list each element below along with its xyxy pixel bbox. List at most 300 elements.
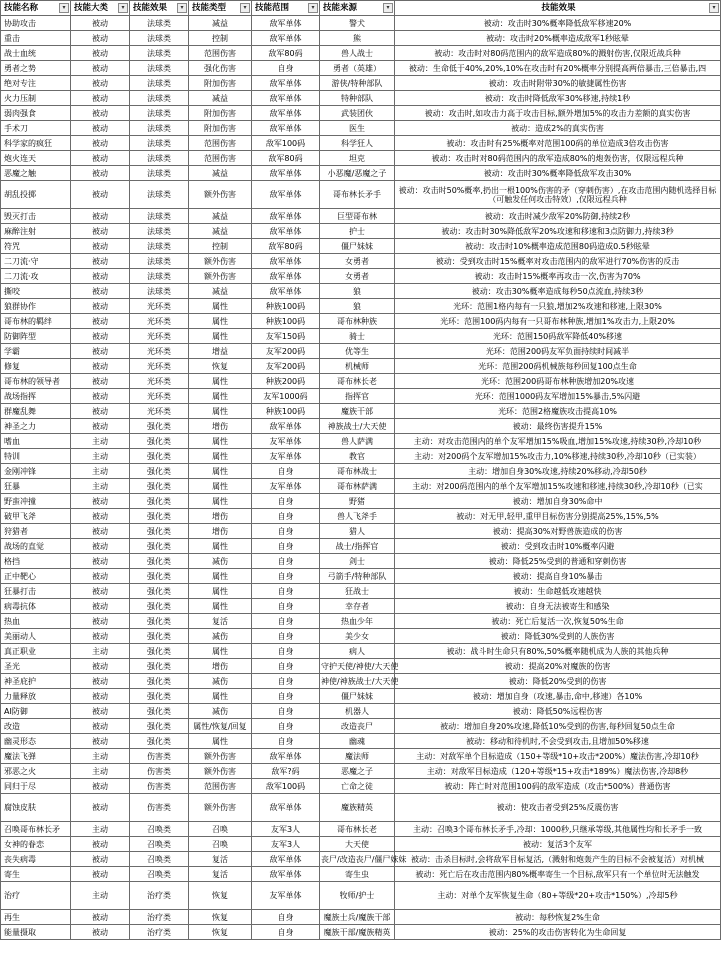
- effect-cell[interactable]: 被动：攻击时,如攻击力高于攻击目标,额外增加5%的攻击力差额的真实伤害: [395, 106, 721, 121]
- type-cell[interactable]: 属性/恢复/回复: [189, 719, 252, 734]
- skill-name-cell[interactable]: 二刀流·攻: [1, 269, 71, 284]
- effect-cell[interactable]: 被动：复活3个友军: [395, 837, 721, 852]
- effect-class-cell[interactable]: 法球类: [130, 239, 189, 254]
- type-cell[interactable]: 复活: [189, 614, 252, 629]
- category-cell[interactable]: 被动: [71, 674, 130, 689]
- skill-name-cell[interactable]: 战场的直觉: [1, 539, 71, 554]
- type-cell[interactable]: 恢复: [189, 359, 252, 374]
- filter-dropdown-icon[interactable]: ▾: [118, 3, 128, 13]
- category-cell[interactable]: 被动: [71, 659, 130, 674]
- effect-class-cell[interactable]: 伤害类: [130, 764, 189, 779]
- source-cell[interactable]: 骑士: [320, 329, 395, 344]
- effect-cell[interactable]: 被动：攻击时附带30%的敏捷属性伤害: [395, 76, 721, 91]
- source-cell[interactable]: 神族战士/大天使: [320, 419, 395, 434]
- filter-dropdown-icon[interactable]: ▾: [308, 3, 318, 13]
- type-cell[interactable]: 属性: [189, 374, 252, 389]
- type-cell[interactable]: 属性: [189, 734, 252, 749]
- range-cell[interactable]: 友军200码: [252, 344, 320, 359]
- effect-class-cell[interactable]: 光环类: [130, 374, 189, 389]
- category-cell[interactable]: 被动: [71, 254, 130, 269]
- category-cell[interactable]: 主动: [71, 822, 130, 837]
- source-cell[interactable]: 兽人战士: [320, 46, 395, 61]
- effect-cell[interactable]: 被动：25%的攻击伤害转化为生命回复: [395, 925, 721, 940]
- effect-class-cell[interactable]: 法球类: [130, 121, 189, 136]
- source-cell[interactable]: 剑士: [320, 554, 395, 569]
- skill-name-cell[interactable]: 胡乱投掷: [1, 181, 71, 209]
- category-cell[interactable]: 被动: [71, 554, 130, 569]
- skill-name-cell[interactable]: 战场指挥: [1, 389, 71, 404]
- range-cell[interactable]: 自身: [252, 584, 320, 599]
- type-cell[interactable]: 减伤: [189, 704, 252, 719]
- source-cell[interactable]: 牧师/护士: [320, 882, 395, 910]
- skill-name-cell[interactable]: 麻醉注射: [1, 224, 71, 239]
- type-cell[interactable]: 属性: [189, 389, 252, 404]
- skill-name-cell[interactable]: AI防御: [1, 704, 71, 719]
- category-cell[interactable]: 被动: [71, 689, 130, 704]
- category-cell[interactable]: 被动: [71, 359, 130, 374]
- skill-name-cell[interactable]: 战士血统: [1, 46, 71, 61]
- category-cell[interactable]: 被动: [71, 419, 130, 434]
- category-cell[interactable]: 主动: [71, 479, 130, 494]
- effect-cell[interactable]: 主动：增加自身30%攻速,持续20%移动,冷却50秒: [395, 464, 721, 479]
- type-cell[interactable]: 额外伤害: [189, 254, 252, 269]
- source-cell[interactable]: 守护天使/神使/大天使: [320, 659, 395, 674]
- effect-class-cell[interactable]: 强化类: [130, 644, 189, 659]
- effect-cell[interactable]: 被动：提高20%对魔族的伤害: [395, 659, 721, 674]
- range-cell[interactable]: 敌军单体: [252, 749, 320, 764]
- type-cell[interactable]: 额外伤害: [189, 269, 252, 284]
- skill-name-cell[interactable]: 手术刀: [1, 121, 71, 136]
- effect-cell[interactable]: 光环：范围200码哥布林种族增加20%攻速: [395, 374, 721, 389]
- effect-cell[interactable]: 被动：增加自身30%命中: [395, 494, 721, 509]
- category-cell[interactable]: 被动: [71, 539, 130, 554]
- effect-cell[interactable]: 被动：攻击时减少敌军20%防御,持续2秒: [395, 209, 721, 224]
- range-cell[interactable]: 敌军80码: [252, 46, 320, 61]
- effect-cell[interactable]: 被动：死亡后在攻击范围内80%概率寄生一个目标,敌军只有一个单位时无法触发: [395, 867, 721, 882]
- category-cell[interactable]: 被动: [71, 837, 130, 852]
- range-cell[interactable]: 敌军单体: [252, 121, 320, 136]
- range-cell[interactable]: 自身: [252, 629, 320, 644]
- effect-class-cell[interactable]: 召唤类: [130, 867, 189, 882]
- range-cell[interactable]: 自身: [252, 659, 320, 674]
- effect-cell[interactable]: 被动：攻击时对80码范围内的敌军造成80%的炮轰伤害，仅限远程兵种: [395, 151, 721, 166]
- category-cell[interactable]: 被动: [71, 284, 130, 299]
- source-cell[interactable]: 病人: [320, 644, 395, 659]
- effect-class-cell[interactable]: 治疗类: [130, 882, 189, 910]
- effect-cell[interactable]: 被动：阵亡时对范围100码的敌军造成（攻击*500%）普通伤害: [395, 779, 721, 794]
- source-cell[interactable]: 狼: [320, 284, 395, 299]
- skill-name-cell[interactable]: 召唤哥布林长矛: [1, 822, 71, 837]
- type-cell[interactable]: 范围伤害: [189, 779, 252, 794]
- header-skill-type[interactable]: 技能类型 ▾: [189, 1, 252, 16]
- effect-class-cell[interactable]: 强化类: [130, 479, 189, 494]
- range-cell[interactable]: 自身: [252, 614, 320, 629]
- type-cell[interactable]: 属性: [189, 689, 252, 704]
- source-cell[interactable]: 狼: [320, 299, 395, 314]
- category-cell[interactable]: 主动: [71, 434, 130, 449]
- effect-class-cell[interactable]: 强化类: [130, 449, 189, 464]
- effect-class-cell[interactable]: 法球类: [130, 254, 189, 269]
- type-cell[interactable]: 召唤: [189, 822, 252, 837]
- effect-cell[interactable]: 被动：死亡后复活一次,恢复50%生命: [395, 614, 721, 629]
- skill-name-cell[interactable]: 治疗: [1, 882, 71, 910]
- effect-cell[interactable]: 被动：生命低于40%,20%,10%在攻击时有20%概率分别提高两倍暴击,三倍暴击,四: [395, 61, 721, 76]
- source-cell[interactable]: 幸存者: [320, 599, 395, 614]
- filter-dropdown-icon[interactable]: ▾: [709, 3, 719, 13]
- skill-name-cell[interactable]: 金刚冲锋: [1, 464, 71, 479]
- skill-name-cell[interactable]: 腐蚀皮肤: [1, 794, 71, 822]
- skill-name-cell[interactable]: 学霸: [1, 344, 71, 359]
- effect-cell[interactable]: 主动：对敌军单个目标造成（150+等级*10+攻击*200%）魔法伤害,冷却10秒: [395, 749, 721, 764]
- effect-cell[interactable]: 被动：战斗时生命只有80%,50%概率随机成为人族的其他兵种: [395, 644, 721, 659]
- effect-cell[interactable]: 主动：召唤3个哥布林长矛手,冷却：1000秒,只继承等级,其他属性均和长矛手一致: [395, 822, 721, 837]
- range-cell[interactable]: 敌军单体: [252, 254, 320, 269]
- effect-cell[interactable]: 被动：受到攻击时15%概率对攻击范围内的敌军进行70%伤害的反击: [395, 254, 721, 269]
- effect-class-cell[interactable]: 法球类: [130, 181, 189, 209]
- skill-name-cell[interactable]: 神圣之力: [1, 419, 71, 434]
- skill-name-cell[interactable]: 美丽动人: [1, 629, 71, 644]
- type-cell[interactable]: 额外伤害: [189, 794, 252, 822]
- range-cell[interactable]: 敌军单体: [252, 852, 320, 867]
- skill-name-cell[interactable]: 狼群协作: [1, 299, 71, 314]
- effect-cell[interactable]: 被动：攻击时50%概率,扔出一根100%伤害的矛（穿刺伤害）,在攻击范围内随机选择目标（可触发任何攻击特效）,仅限远程兵种: [395, 181, 721, 209]
- category-cell[interactable]: 被动: [71, 852, 130, 867]
- header-skill-range[interactable]: 技能范围 ▾: [252, 1, 320, 16]
- skill-name-cell[interactable]: 哥布林的羁绊: [1, 314, 71, 329]
- category-cell[interactable]: 被动: [71, 569, 130, 584]
- type-cell[interactable]: 附加伤害: [189, 106, 252, 121]
- header-skill-name[interactable]: 技能名称 ▾: [1, 1, 71, 16]
- effect-class-cell[interactable]: 光环类: [130, 404, 189, 419]
- skill-name-cell[interactable]: 科学家的疯狂: [1, 136, 71, 151]
- type-cell[interactable]: 复活: [189, 852, 252, 867]
- effect-class-cell[interactable]: 法球类: [130, 136, 189, 151]
- source-cell[interactable]: 弓箭手/特种部队: [320, 569, 395, 584]
- range-cell[interactable]: 敌军单体: [252, 209, 320, 224]
- range-cell[interactable]: 友军单体: [252, 479, 320, 494]
- type-cell[interactable]: 属性: [189, 539, 252, 554]
- skill-name-cell[interactable]: 真正职业: [1, 644, 71, 659]
- effect-cell[interactable]: 被动：攻击时有25%概率对范围100码的单位造成3倍攻击伤害: [395, 136, 721, 151]
- category-cell[interactable]: 被动: [71, 599, 130, 614]
- range-cell[interactable]: 敌军单体: [252, 867, 320, 882]
- type-cell[interactable]: 范围伤害: [189, 151, 252, 166]
- source-cell[interactable]: 狂战士: [320, 584, 395, 599]
- skill-name-cell[interactable]: 防御阵型: [1, 329, 71, 344]
- effect-class-cell[interactable]: 法球类: [130, 269, 189, 284]
- source-cell[interactable]: 幽魂: [320, 734, 395, 749]
- effect-class-cell[interactable]: 强化类: [130, 704, 189, 719]
- effect-class-cell[interactable]: 强化类: [130, 569, 189, 584]
- source-cell[interactable]: 哥布林萨满: [320, 479, 395, 494]
- header-skill-category[interactable]: 技能大类 ▾: [71, 1, 130, 16]
- range-cell[interactable]: 敌军单体: [252, 794, 320, 822]
- range-cell[interactable]: 友军3人: [252, 822, 320, 837]
- source-cell[interactable]: 魔族干部: [320, 404, 395, 419]
- source-cell[interactable]: 僵尸妹妹: [320, 689, 395, 704]
- effect-cell[interactable]: 光环：范围100码内每有一只哥布林种族,增加1%攻击力,上限20%: [395, 314, 721, 329]
- category-cell[interactable]: 被动: [71, 121, 130, 136]
- effect-cell[interactable]: 光环：范围200码机械族每秒回复100点生命: [395, 359, 721, 374]
- source-cell[interactable]: 女勇者: [320, 269, 395, 284]
- source-cell[interactable]: 丧尸/改造丧尸/僵尸妹妹: [320, 852, 395, 867]
- category-cell[interactable]: 主动: [71, 449, 130, 464]
- range-cell[interactable]: 敌军100码: [252, 779, 320, 794]
- range-cell[interactable]: 种族100码: [252, 299, 320, 314]
- effect-class-cell[interactable]: 光环类: [130, 359, 189, 374]
- category-cell[interactable]: 被动: [71, 779, 130, 794]
- effect-cell[interactable]: 被动：最终伤害提升15%: [395, 419, 721, 434]
- effect-cell[interactable]: 光环：范围1格内每有一只狼,增加2%攻速和移速,上限30%: [395, 299, 721, 314]
- effect-class-cell[interactable]: 法球类: [130, 46, 189, 61]
- source-cell[interactable]: 魔族士兵/魔族干部: [320, 910, 395, 925]
- effect-class-cell[interactable]: 强化类: [130, 599, 189, 614]
- skill-name-cell[interactable]: 哥布林的领导者: [1, 374, 71, 389]
- range-cell[interactable]: 自身: [252, 524, 320, 539]
- source-cell[interactable]: 哥布林种族: [320, 314, 395, 329]
- category-cell[interactable]: 被动: [71, 524, 130, 539]
- skill-name-cell[interactable]: 修复: [1, 359, 71, 374]
- skill-name-cell[interactable]: 正中靶心: [1, 569, 71, 584]
- range-cell[interactable]: 敌军单体: [252, 16, 320, 31]
- effect-class-cell[interactable]: 法球类: [130, 61, 189, 76]
- range-cell[interactable]: 敌军80码: [252, 239, 320, 254]
- type-cell[interactable]: 恢复: [189, 910, 252, 925]
- type-cell[interactable]: 增益: [189, 344, 252, 359]
- effect-class-cell[interactable]: 治疗类: [130, 925, 189, 940]
- header-skill-effect[interactable]: 技能效果 ▾: [395, 1, 721, 16]
- type-cell[interactable]: 增伤: [189, 659, 252, 674]
- category-cell[interactable]: 被动: [71, 734, 130, 749]
- effect-cell[interactable]: 光环：范围1000码友军增加15%暴击,5%闪避: [395, 389, 721, 404]
- type-cell[interactable]: 额外伤害: [189, 749, 252, 764]
- category-cell[interactable]: 主动: [71, 464, 130, 479]
- category-cell[interactable]: 被动: [71, 136, 130, 151]
- effect-cell[interactable]: 被动：增加自身（攻速,暴击,命中,移速）各10%: [395, 689, 721, 704]
- type-cell[interactable]: 属性: [189, 569, 252, 584]
- source-cell[interactable]: 兽人萨满: [320, 434, 395, 449]
- type-cell[interactable]: 属性: [189, 434, 252, 449]
- category-cell[interactable]: 被动: [71, 209, 130, 224]
- type-cell[interactable]: 召唤: [189, 837, 252, 852]
- effect-class-cell[interactable]: 光环类: [130, 314, 189, 329]
- range-cell[interactable]: 敌军单体: [252, 284, 320, 299]
- source-cell[interactable]: 哥布林长老: [320, 374, 395, 389]
- effect-cell[interactable]: 被动：攻击时30%概率降低敌军移速20%: [395, 16, 721, 31]
- range-cell[interactable]: 友军1000码: [252, 389, 320, 404]
- range-cell[interactable]: 自身: [252, 734, 320, 749]
- range-cell[interactable]: 自身: [252, 599, 320, 614]
- range-cell[interactable]: 种族200码: [252, 374, 320, 389]
- category-cell[interactable]: 被动: [71, 614, 130, 629]
- source-cell[interactable]: 大天使: [320, 837, 395, 852]
- category-cell[interactable]: 被动: [71, 106, 130, 121]
- skill-name-cell[interactable]: 格挡: [1, 554, 71, 569]
- type-cell[interactable]: 恢复: [189, 882, 252, 910]
- skill-name-cell[interactable]: 幽灵形态: [1, 734, 71, 749]
- skill-name-cell[interactable]: 野蛮冲撞: [1, 494, 71, 509]
- range-cell[interactable]: 敌军单体: [252, 76, 320, 91]
- source-cell[interactable]: 优等生: [320, 344, 395, 359]
- effect-class-cell[interactable]: 强化类: [130, 509, 189, 524]
- type-cell[interactable]: 增伤: [189, 524, 252, 539]
- skill-name-cell[interactable]: 二刀流·守: [1, 254, 71, 269]
- skill-name-cell[interactable]: 丧失病毒: [1, 852, 71, 867]
- effect-class-cell[interactable]: 强化类: [130, 689, 189, 704]
- effect-class-cell[interactable]: 法球类: [130, 151, 189, 166]
- category-cell[interactable]: 被动: [71, 584, 130, 599]
- effect-cell[interactable]: 主动：对攻击范围内的单个友军增加15%吸血,增加15%攻速,持续30秒,冷却10秒: [395, 434, 721, 449]
- category-cell[interactable]: 主动: [71, 644, 130, 659]
- effect-class-cell[interactable]: 强化类: [130, 659, 189, 674]
- type-cell[interactable]: 减伤: [189, 629, 252, 644]
- type-cell[interactable]: 属性: [189, 329, 252, 344]
- skill-name-cell[interactable]: 嗜血: [1, 434, 71, 449]
- type-cell[interactable]: 控制: [189, 31, 252, 46]
- source-cell[interactable]: 教官: [320, 449, 395, 464]
- type-cell[interactable]: 属性: [189, 599, 252, 614]
- effect-class-cell[interactable]: 法球类: [130, 16, 189, 31]
- skill-name-cell[interactable]: 符咒: [1, 239, 71, 254]
- source-cell[interactable]: 哥布林战士: [320, 464, 395, 479]
- source-cell[interactable]: 热血少年: [320, 614, 395, 629]
- range-cell[interactable]: 自身: [252, 674, 320, 689]
- category-cell[interactable]: 被动: [71, 794, 130, 822]
- range-cell[interactable]: 自身: [252, 910, 320, 925]
- effect-cell[interactable]: 被动：对无甲,轻甲,重甲目标伤害分别提高25%,15%,5%: [395, 509, 721, 524]
- source-cell[interactable]: 战士/指挥官: [320, 539, 395, 554]
- range-cell[interactable]: 自身: [252, 464, 320, 479]
- filter-dropdown-icon[interactable]: ▾: [240, 3, 250, 13]
- source-cell[interactable]: 女勇者: [320, 254, 395, 269]
- category-cell[interactable]: 被动: [71, 404, 130, 419]
- source-cell[interactable]: 机械师: [320, 359, 395, 374]
- skill-name-cell[interactable]: 勇者之势: [1, 61, 71, 76]
- effect-class-cell[interactable]: 强化类: [130, 434, 189, 449]
- header-skill-effect-class[interactable]: 技能效果 ▾: [130, 1, 189, 16]
- effect-cell[interactable]: 被动：降低20%受到的伤害: [395, 674, 721, 689]
- range-cell[interactable]: 敌军100码: [252, 136, 320, 151]
- type-cell[interactable]: 附加伤害: [189, 76, 252, 91]
- type-cell[interactable]: 附加伤害: [189, 121, 252, 136]
- category-cell[interactable]: 被动: [71, 910, 130, 925]
- effect-cell[interactable]: 被动：提高自身10%暴击: [395, 569, 721, 584]
- category-cell[interactable]: 被动: [71, 374, 130, 389]
- range-cell[interactable]: 自身: [252, 925, 320, 940]
- range-cell[interactable]: 自身: [252, 689, 320, 704]
- type-cell[interactable]: 范围伤害: [189, 46, 252, 61]
- source-cell[interactable]: 警犬: [320, 16, 395, 31]
- category-cell[interactable]: 主动: [71, 764, 130, 779]
- type-cell[interactable]: 额外伤害: [189, 181, 252, 209]
- type-cell[interactable]: 增伤: [189, 419, 252, 434]
- skill-name-cell[interactable]: 毁灭打击: [1, 209, 71, 224]
- range-cell[interactable]: 自身: [252, 539, 320, 554]
- effect-cell[interactable]: 光环：范围2格魔族攻击提高10%: [395, 404, 721, 419]
- skill-name-cell[interactable]: 特训: [1, 449, 71, 464]
- effect-class-cell[interactable]: 法球类: [130, 91, 189, 106]
- skill-name-cell[interactable]: 热血: [1, 614, 71, 629]
- type-cell[interactable]: 减伤: [189, 554, 252, 569]
- category-cell[interactable]: 被动: [71, 867, 130, 882]
- range-cell[interactable]: 自身: [252, 704, 320, 719]
- source-cell[interactable]: 医生: [320, 121, 395, 136]
- type-cell[interactable]: 减益: [189, 284, 252, 299]
- skill-name-cell[interactable]: 邪恶之火: [1, 764, 71, 779]
- skill-name-cell[interactable]: 圣光: [1, 659, 71, 674]
- range-cell[interactable]: 敌军单体: [252, 91, 320, 106]
- effect-cell[interactable]: 被动：击杀目标时,会将敌军目标复活,（溅射和炮轰产生的目标不会被复活）对机械: [395, 852, 721, 867]
- effect-cell[interactable]: 光环：范围200码友军负面持续时间减半: [395, 344, 721, 359]
- source-cell[interactable]: 兽人飞斧手: [320, 509, 395, 524]
- source-cell[interactable]: 勇者（英雄）: [320, 61, 395, 76]
- category-cell[interactable]: 主动: [71, 749, 130, 764]
- filter-dropdown-icon[interactable]: ▾: [177, 3, 187, 13]
- effect-cell[interactable]: 被动：攻击时15%概率再攻击一次,伤害为70%: [395, 269, 721, 284]
- skill-name-cell[interactable]: 炮火连天: [1, 151, 71, 166]
- effect-class-cell[interactable]: 治疗类: [130, 910, 189, 925]
- effect-class-cell[interactable]: 法球类: [130, 166, 189, 181]
- skill-name-cell[interactable]: 力量释放: [1, 689, 71, 704]
- effect-cell[interactable]: 被动：使攻击者受到25%反震伤害: [395, 794, 721, 822]
- effect-cell[interactable]: 被动：降低50%远程伤害: [395, 704, 721, 719]
- skill-name-cell[interactable]: 改造: [1, 719, 71, 734]
- category-cell[interactable]: 被动: [71, 509, 130, 524]
- category-cell[interactable]: 被动: [71, 239, 130, 254]
- source-cell[interactable]: 游侠/特种部队: [320, 76, 395, 91]
- effect-cell[interactable]: 主动：对200码个友军增加15%攻击力,10%移速,持续30秒,冷却10秒（已实装）: [395, 449, 721, 464]
- effect-class-cell[interactable]: 强化类: [130, 719, 189, 734]
- type-cell[interactable]: 减益: [189, 209, 252, 224]
- source-cell[interactable]: 猎人: [320, 524, 395, 539]
- effect-class-cell[interactable]: 强化类: [130, 674, 189, 689]
- effect-cell[interactable]: 被动：攻击时30%降低敌军20%攻速和移速和3点防御力,持续3秒: [395, 224, 721, 239]
- source-cell[interactable]: 哥布林长矛手: [320, 181, 395, 209]
- type-cell[interactable]: 增伤: [189, 509, 252, 524]
- source-cell[interactable]: 特种部队: [320, 91, 395, 106]
- skill-name-cell[interactable]: 寄生: [1, 867, 71, 882]
- source-cell[interactable]: 恶魔之子: [320, 764, 395, 779]
- category-cell[interactable]: 被动: [71, 46, 130, 61]
- source-cell[interactable]: 小恶魔/恶魔之子: [320, 166, 395, 181]
- effect-class-cell[interactable]: 伤害类: [130, 749, 189, 764]
- range-cell[interactable]: 自身: [252, 494, 320, 509]
- effect-class-cell[interactable]: 强化类: [130, 554, 189, 569]
- skill-name-cell[interactable]: 弱肉强食: [1, 106, 71, 121]
- type-cell[interactable]: 属性: [189, 479, 252, 494]
- skill-name-cell[interactable]: 神圣庇护: [1, 674, 71, 689]
- category-cell[interactable]: 被动: [71, 344, 130, 359]
- range-cell[interactable]: 敌军单体: [252, 419, 320, 434]
- category-cell[interactable]: 被动: [71, 61, 130, 76]
- source-cell[interactable]: 熊: [320, 31, 395, 46]
- type-cell[interactable]: 减益: [189, 16, 252, 31]
- effect-cell[interactable]: 被动：增加自身20%攻速,降低10%受到的伤害,每秒回复50点生命: [395, 719, 721, 734]
- skill-name-cell[interactable]: 撕咬: [1, 284, 71, 299]
- range-cell[interactable]: 敌军单体: [252, 166, 320, 181]
- effect-cell[interactable]: 被动：移动和待机时,不会受到攻击,且增加50%移速: [395, 734, 721, 749]
- type-cell[interactable]: 减益: [189, 91, 252, 106]
- category-cell[interactable]: 主动: [71, 882, 130, 910]
- range-cell[interactable]: 友军3人: [252, 837, 320, 852]
- source-cell[interactable]: 魔族干部/魔族精英: [320, 925, 395, 940]
- effect-cell[interactable]: 被动：攻击30%概率造成每秒50点流血,持续3秒: [395, 284, 721, 299]
- category-cell[interactable]: 被动: [71, 299, 130, 314]
- category-cell[interactable]: 被动: [71, 91, 130, 106]
- effect-cell[interactable]: 被动：受到攻击时10%概率闪避: [395, 539, 721, 554]
- effect-class-cell[interactable]: 法球类: [130, 106, 189, 121]
- effect-cell[interactable]: 被动：每秒恢复2%生命: [395, 910, 721, 925]
